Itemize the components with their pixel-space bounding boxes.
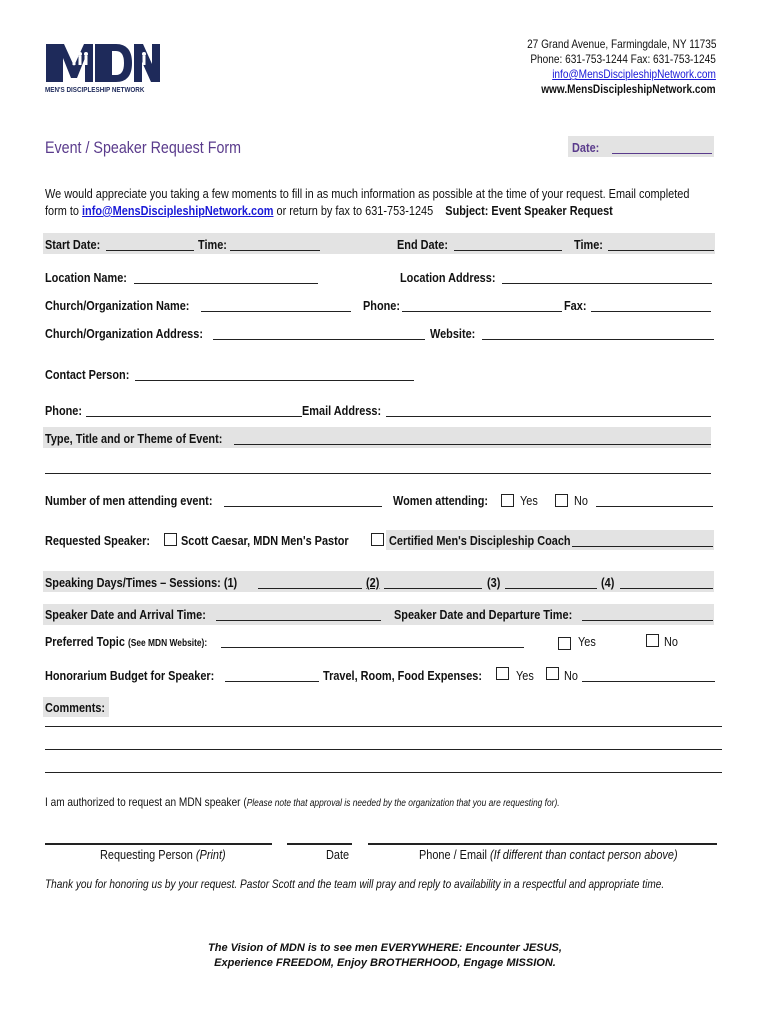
- sig-person-label: [100, 847, 226, 862]
- header-address: 27 Grand Avenue, Farmingdale, NY 11735: [526, 37, 716, 51]
- header-phone-fax: Phone: 631-753-1244 Fax: 631-753-1245: [530, 52, 716, 66]
- women-no-checkbox[interactable]: [555, 494, 568, 507]
- travel-no-checkbox[interactable]: [546, 667, 559, 680]
- location-address-label: Location Address:: [400, 270, 496, 285]
- location-address-field[interactable]: [502, 283, 712, 284]
- fax-field[interactable]: [591, 311, 711, 312]
- phone1-label: Phone:: [363, 298, 401, 313]
- sig-contact-italic: (If different than contact person above): [490, 847, 678, 862]
- women-attending-label: Women attending:: [393, 493, 489, 508]
- preferred-topic-text: Preferred Topic: [45, 634, 125, 649]
- event-type-field[interactable]: [234, 444, 711, 445]
- session4-label: (4): [601, 575, 615, 590]
- church-org-name-text: Church/Organization Name: [45, 298, 186, 313]
- arrival-label: Speaker Date and Arrival Time:: [45, 607, 206, 622]
- church-org-address-text: Church/Organization Address: [45, 326, 200, 341]
- vision-line1: The Vision of MDN is to see men EVERYWHERE: Encounter JESUS,: [208, 942, 562, 954]
- honorarium-label: Honorarium Budget for Speaker:: [45, 668, 215, 683]
- authorization-text: [45, 795, 560, 809]
- website-field[interactable]: [482, 339, 714, 340]
- sig-person-italic: (Print): [195, 847, 226, 862]
- topic-no-checkbox[interactable]: [646, 634, 659, 647]
- women-count-field[interactable]: [596, 506, 713, 507]
- authorization-note: Please note that approval is needed by the organization that you are requesting for).: [246, 798, 560, 809]
- sig-contact-text: Phone / Email: [419, 847, 491, 862]
- arrival-field[interactable]: [216, 620, 381, 621]
- session2-field[interactable]: [384, 588, 482, 589]
- email-address-label: Email Address:: [302, 403, 382, 418]
- speaker-scott-checkbox[interactable]: [164, 533, 177, 546]
- end-time-label: Time:: [574, 237, 603, 252]
- travel-label: Travel, Room, Food Expenses:: [323, 668, 482, 683]
- session3-label: (3): [487, 575, 501, 590]
- logo-figures-icon: [44, 40, 162, 86]
- travel-no-label: No: [564, 668, 578, 683]
- thank-you-text: Thank you for honoring us by your request. Pastor Scott and the team will pray and reply to availability in a respectful and appropriate time.: [45, 877, 665, 891]
- session1-field[interactable]: [258, 588, 362, 589]
- sig-contact-label: [419, 847, 678, 862]
- session4-field[interactable]: [620, 588, 713, 589]
- start-date-field[interactable]: [106, 250, 194, 251]
- session3-field[interactable]: [505, 588, 597, 589]
- start-time-field[interactable]: [230, 250, 320, 251]
- location-name-label: Location Name:: [45, 270, 127, 285]
- fax-text: Fax: [564, 298, 583, 313]
- comments-line3[interactable]: [45, 772, 722, 773]
- event-type-field-line2[interactable]: [45, 473, 711, 474]
- topic-no-label: No: [664, 634, 678, 649]
- phone1-field[interactable]: [402, 311, 562, 312]
- sig-contact-line[interactable]: [368, 843, 717, 845]
- end-date-field[interactable]: [454, 250, 562, 251]
- speaker-coach-field[interactable]: [572, 546, 713, 547]
- date-line: [612, 153, 712, 154]
- church-org-address-field[interactable]: [213, 339, 425, 340]
- preferred-topic-note: (See MDN Website):: [127, 638, 208, 649]
- comments-label: Comments:: [45, 700, 106, 715]
- header-email-link[interactable]: info@MensDiscipleshipNetwork.com: [552, 67, 716, 81]
- women-no-label: No: [574, 493, 588, 508]
- preferred-topic-field[interactable]: [221, 647, 524, 648]
- session2-label: (2): [366, 575, 380, 590]
- topic-yes-checkbox[interactable]: [558, 637, 571, 650]
- start-date-label: Start Date:: [45, 237, 101, 252]
- speaker-coach-label: Certified Men's Discipleship Coach: [389, 533, 571, 548]
- travel-yes-label: Yes: [516, 668, 534, 683]
- phone2-field[interactable]: [86, 416, 302, 417]
- contact-person-field[interactable]: [135, 380, 414, 381]
- intro-text: form to: [45, 203, 83, 218]
- website-label: Website:: [430, 326, 476, 341]
- church-org-name-field[interactable]: [201, 311, 351, 312]
- form-title: Event / Speaker Request Form: [45, 138, 242, 157]
- intro-line1: We would appreciate you taking a few moments to fill in as much information as possible at the time of your request. Email completed: [45, 186, 690, 201]
- vision-line2: Experience FREEDOM, Enjoy BROTHERHOOD, Engage MISSION.: [214, 957, 556, 969]
- phone2-label: Phone:: [45, 403, 83, 418]
- date-label: Date:: [572, 140, 600, 155]
- end-time-field[interactable]: [608, 250, 714, 251]
- speaking-days-label: Speaking Days/Times – Sessions: (1): [45, 575, 238, 590]
- intro-email-link[interactable]: info@MensDiscipleshipNetwork.com: [82, 203, 274, 218]
- departure-field[interactable]: [582, 620, 713, 621]
- num-men-field[interactable]: [224, 506, 382, 507]
- location-name-field[interactable]: [134, 283, 318, 284]
- travel-field[interactable]: [582, 681, 715, 682]
- honorarium-field[interactable]: [225, 681, 319, 682]
- mdn-logo: [44, 40, 164, 95]
- intro-line2: [45, 203, 613, 218]
- start-time-label: Time:: [198, 237, 227, 252]
- email-address-field[interactable]: [386, 416, 711, 417]
- women-yes-checkbox[interactable]: [501, 494, 514, 507]
- header-website[interactable]: www.MensDiscipleshipNetwork.com: [541, 82, 716, 96]
- event-type-label: Type, Title and or Theme of Event:: [45, 431, 223, 446]
- preferred-topic-label: [45, 634, 207, 649]
- departure-label: Speaker Date and Departure Time:: [394, 607, 573, 622]
- comments-line2[interactable]: [45, 749, 722, 750]
- logo-tagline: MEN'S DISCIPLESHIP NETWORK: [45, 85, 145, 94]
- sig-date-line[interactable]: [287, 843, 352, 845]
- church-org-name-label: Church/Organization Name:: [45, 298, 190, 313]
- contact-person-label: Contact Person:: [45, 367, 130, 382]
- speaker-scott-label: Scott Caesar, MDN Men's Pastor: [181, 533, 349, 548]
- topic-yes-label: Yes: [578, 634, 596, 649]
- women-yes-label: Yes: [520, 493, 538, 508]
- travel-yes-checkbox[interactable]: [496, 667, 509, 680]
- comments-line1[interactable]: [45, 726, 722, 727]
- requested-speaker-label: Requested Speaker:: [45, 533, 150, 548]
- sig-person-line[interactable]: [45, 843, 272, 845]
- sig-date-label: Date: [326, 847, 350, 862]
- intro-fax-text: or return by fax to 631-753-1245: [273, 203, 434, 218]
- sig-person-text: Requesting Person: [100, 847, 196, 862]
- intro-subject: Subject: Event Speaker Request: [445, 203, 613, 218]
- fax-label: Fax:: [564, 298, 587, 313]
- end-date-label: End Date:: [397, 237, 448, 252]
- church-org-address-label: Church/Organization Address:: [45, 326, 203, 341]
- date-field[interactable]: [568, 136, 714, 157]
- website-text: Website: [430, 326, 472, 341]
- authorization-main: I am authorized to request an MDN speaker (: [45, 795, 247, 809]
- num-men-label: Number of men attending event:: [45, 493, 213, 508]
- speaker-coach-checkbox[interactable]: [371, 533, 384, 546]
